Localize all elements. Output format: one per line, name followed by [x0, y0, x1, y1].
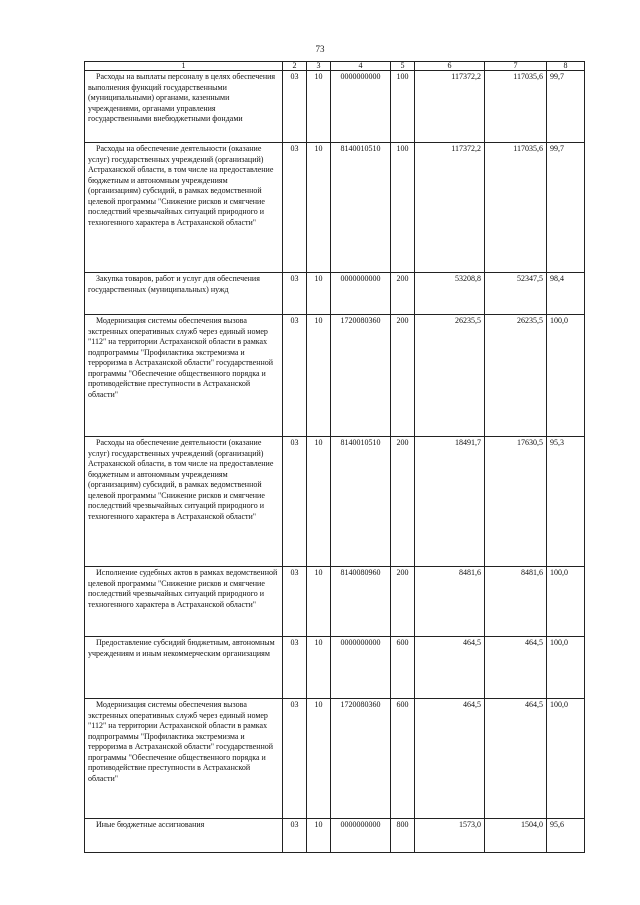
cell-expense-type: 800 [391, 819, 415, 853]
cell-section: 03 [283, 273, 307, 315]
row-name: Иные бюджетные ассигнования [85, 819, 283, 853]
table-row [85, 819, 585, 853]
cell-target-code: 0000000000 [331, 273, 391, 315]
cell-plan: 18491,7 [415, 437, 485, 567]
col-header: 2 [283, 62, 307, 71]
table-row [85, 315, 585, 437]
col-header: 8 [547, 62, 585, 71]
cell-target-code: 1720080360 [331, 699, 391, 819]
cell-section: 03 [283, 71, 307, 143]
cell-plan: 1573,0 [415, 819, 485, 853]
cell-actual: 117035,6 [485, 71, 547, 143]
cell-plan: 464,5 [415, 637, 485, 699]
cell-expense-type: 600 [391, 637, 415, 699]
cell-expense-type: 100 [391, 143, 415, 273]
cell-percent: 95,3 [547, 437, 585, 567]
cell-subsection: 10 [307, 637, 331, 699]
table-row [85, 699, 585, 819]
cell-actual: 1504,0 [485, 819, 547, 853]
cell-actual: 26235,5 [485, 315, 547, 437]
cell-actual: 464,5 [485, 699, 547, 819]
cell-actual: 464,5 [485, 637, 547, 699]
cell-subsection: 10 [307, 315, 331, 437]
cell-section: 03 [283, 637, 307, 699]
table-row [85, 143, 585, 273]
cell-actual: 8481,6 [485, 567, 547, 637]
cell-target-code: 0000000000 [331, 637, 391, 699]
cell-subsection: 10 [307, 273, 331, 315]
cell-expense-type: 200 [391, 567, 415, 637]
cell-actual: 117035,6 [485, 143, 547, 273]
table-row [85, 71, 585, 143]
col-header: 7 [485, 62, 547, 71]
cell-percent: 100,0 [547, 699, 585, 819]
cell-percent: 99,7 [547, 71, 585, 143]
col-header: 3 [307, 62, 331, 71]
cell-percent: 98,4 [547, 273, 585, 315]
row-name: Расходы на обеспечение деятельности (оказание услуг) государственных учреждений (организаций) Астраханской области, в том числе на предоставление бюджетным и автономным учреждениям (организациям) субсидий, в рамках ведомственной целевой программы "Снижение рисков и смягчение последствий чрезвычайных ситуаций природного и техногенного характера в Астраханской области" [85, 437, 283, 567]
cell-target-code: 8140010510 [331, 437, 391, 567]
cell-expense-type: 200 [391, 273, 415, 315]
cell-subsection: 10 [307, 71, 331, 143]
table-row [85, 437, 585, 567]
cell-expense-type: 600 [391, 699, 415, 819]
col-header: 1 [85, 62, 283, 71]
page-number: 73 [315, 44, 325, 54]
cell-plan: 464,5 [415, 699, 485, 819]
table-row [85, 567, 585, 637]
cell-expense-type: 200 [391, 315, 415, 437]
cell-percent: 100,0 [547, 567, 585, 637]
cell-expense-type: 100 [391, 71, 415, 143]
cell-target-code: 0000000000 [331, 819, 391, 853]
cell-percent: 99,7 [547, 143, 585, 273]
budget-table [84, 61, 585, 853]
cell-percent: 95,6 [547, 819, 585, 853]
cell-plan: 26235,5 [415, 315, 485, 437]
cell-plan: 117372,2 [415, 71, 485, 143]
cell-section: 03 [283, 437, 307, 567]
row-name: Модернизация системы обеспечения вызова экстренных оперативных служб через единый номер "112" на территории Астраханской области в рамках подпрограммы "Профилактика экстремизма и терроризма в Астраханской области" государственной программы "Обеспечение общественного порядка и противодействие преступности в Астраханской области" [85, 315, 283, 437]
col-header: 6 [415, 62, 485, 71]
cell-section: 03 [283, 315, 307, 437]
cell-target-code: 8140010510 [331, 143, 391, 273]
cell-section: 03 [283, 567, 307, 637]
cell-target-code: 1720080360 [331, 315, 391, 437]
col-header: 5 [391, 62, 415, 71]
table-row [85, 273, 585, 315]
row-name: Закупка товаров, работ и услуг для обеспечения государственных (муниципальных) нужд [85, 273, 283, 315]
cell-subsection: 10 [307, 437, 331, 567]
row-name: Модернизация системы обеспечения вызова экстренных оперативных служб через единый номер "112" на территории Астраханской области в рамках подпрограммы "Профилактика экстремизма и терроризма в Астраханской области" государственной программы "Обеспечение общественного порядка и противодействие преступности в Астраханской области" [85, 699, 283, 819]
row-name: Предоставление субсидий бюджетным, автономным учреждениям и иным некоммерческим организациям [85, 637, 283, 699]
cell-section: 03 [283, 699, 307, 819]
cell-plan: 53208,8 [415, 273, 485, 315]
cell-actual: 17630,5 [485, 437, 547, 567]
table-row [85, 637, 585, 699]
row-name: Расходы на обеспечение деятельности (оказание услуг) государственных учреждений (организаций) Астраханской области, в том числе на предоставление бюджетным и автономным учреждениям (организациям) субсидий, в рамках ведомственной целевой программы "Снижение рисков и смягчение последствий чрезвычайных ситуаций природного и техногенного характера в Астраханской области" [85, 143, 283, 273]
cell-target-code: 0000000000 [331, 71, 391, 143]
cell-subsection: 10 [307, 699, 331, 819]
cell-subsection: 10 [307, 143, 331, 273]
cell-target-code: 8140080960 [331, 567, 391, 637]
row-name: Расходы на выплаты персоналу в целях обеспечения выполнения функций государственными (муниципальными) органами, казенными учреждениями, органами управления государственными внебюджетными фондами [85, 71, 283, 143]
cell-percent: 100,0 [547, 315, 585, 437]
header-row [85, 62, 585, 71]
cell-section: 03 [283, 819, 307, 853]
cell-subsection: 10 [307, 819, 331, 853]
cell-plan: 117372,2 [415, 143, 485, 273]
row-name: Исполнение судебных актов в рамках ведомственной целевой программы "Снижение рисков и смягчение последствий чрезвычайных ситуаций природного и техногенного характера в Астраханской области" [85, 567, 283, 637]
cell-section: 03 [283, 143, 307, 273]
cell-expense-type: 200 [391, 437, 415, 567]
cell-plan: 8481,6 [415, 567, 485, 637]
col-header: 4 [331, 62, 391, 71]
cell-subsection: 10 [307, 567, 331, 637]
cell-actual: 52347,5 [485, 273, 547, 315]
cell-percent: 100,0 [547, 637, 585, 699]
